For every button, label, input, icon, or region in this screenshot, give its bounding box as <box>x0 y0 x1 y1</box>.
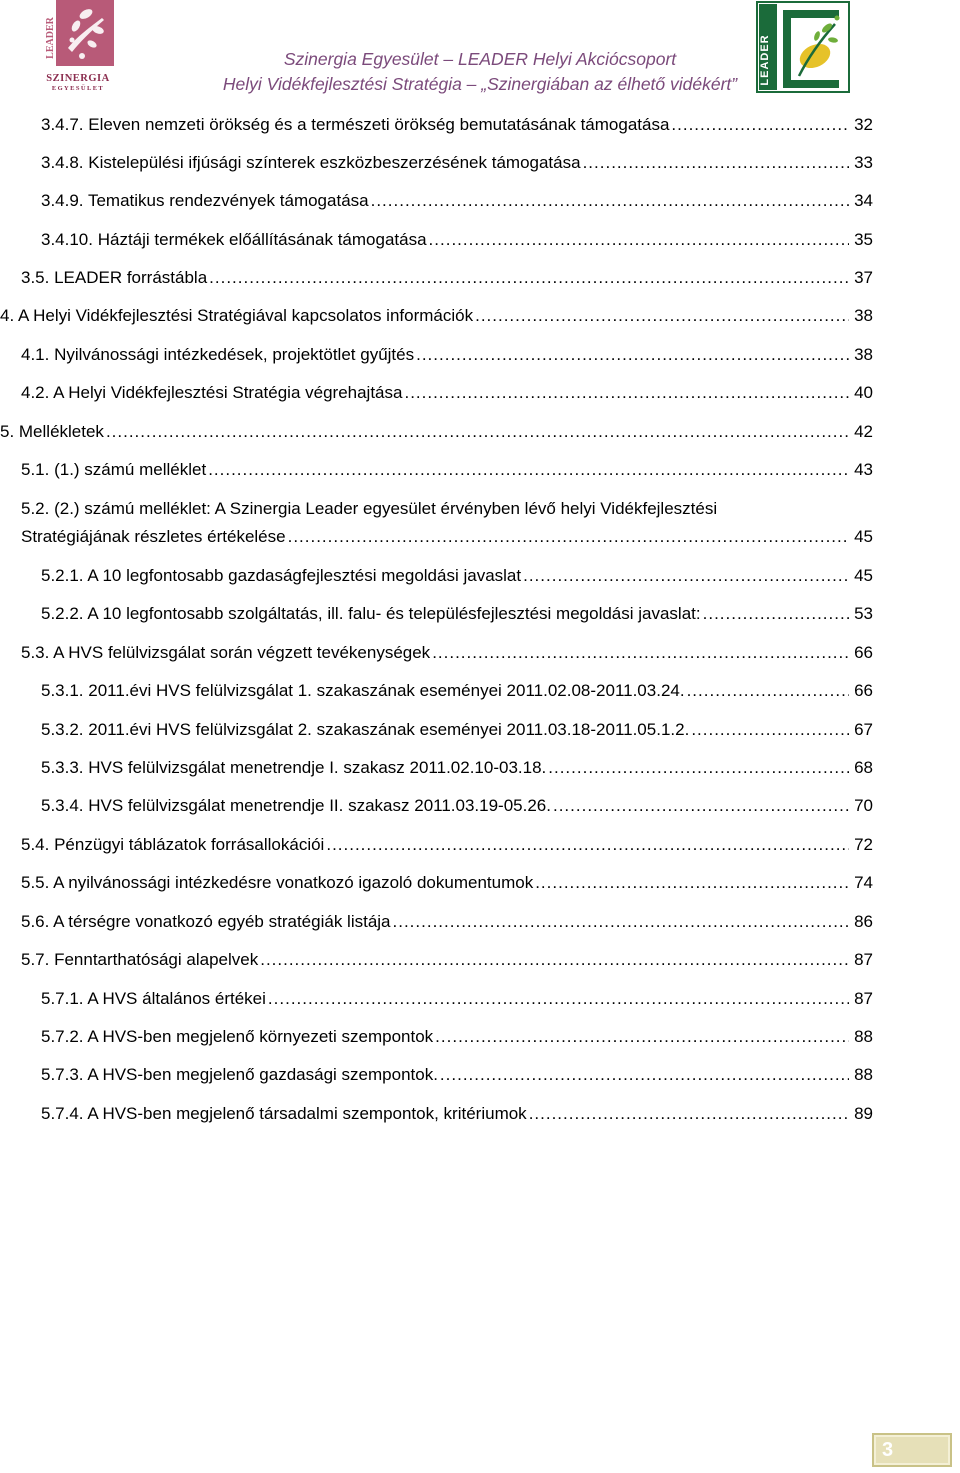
toc-entry-page: 38 <box>854 306 873 325</box>
toc-entry-title: 5.7. Fenntarthatósági alapelvek <box>21 950 259 969</box>
toc-entry-page: 72 <box>854 835 873 854</box>
header-line-2: Helyi Vidékfejlesztési Stratégia – „Szinergiában az élhető vidékért” <box>222 74 738 94</box>
toc-entry-page: 40 <box>854 383 873 402</box>
toc-entry-title: 5.3.2. 2011.évi HVS felülvizsgálat 2. szakaszának eseményei 2011.03.18-2011.05.1.2. <box>41 720 690 739</box>
toc-entry-title: 5.6. A térségre vonatkozó egyéb stratégiák listája <box>21 912 391 931</box>
toc-entry[interactable] <box>41 562 873 590</box>
toc-entry[interactable] <box>21 908 873 936</box>
toc-entry-page: 38 <box>854 345 873 364</box>
toc-entry-page: 66 <box>854 681 873 700</box>
toc-leader-dots <box>404 379 849 407</box>
toc-entry-page: 45 <box>854 566 873 585</box>
toc-entry[interactable] <box>21 869 873 897</box>
toc-entry-page: 68 <box>854 758 873 777</box>
toc-leader-dots <box>106 418 849 446</box>
toc-leader-dots <box>583 149 849 177</box>
page-number: 3 <box>872 1433 952 1467</box>
toc-entry-page: 67 <box>854 720 873 739</box>
toc-entry[interactable] <box>41 600 873 628</box>
toc-entry[interactable] <box>41 111 873 139</box>
toc-entry-page: 45 <box>854 527 873 546</box>
toc-entry[interactable] <box>41 716 873 744</box>
toc-leader-dots <box>209 264 849 292</box>
logo-left-word2: EGYESÜLET <box>51 85 105 92</box>
toc-leader-dots <box>703 600 849 628</box>
toc-entry-title: 3.4.8. Kistelepülési ifjúsági színterek eszközbeszerzésének támogatása <box>41 153 581 172</box>
toc-leader-dots <box>475 302 849 330</box>
toc-leader-dots <box>416 341 849 369</box>
toc-entry-title: 5.2.2. A 10 legfontosabb szolgáltatás, ill. falu- és településfejlesztési megoldási javaslat: <box>41 604 701 623</box>
toc-entry-page: 34 <box>854 191 873 210</box>
toc-entry-page: 33 <box>854 153 873 172</box>
toc-entry-title: 5.3.1. 2011.évi HVS felülvizsgálat 1. szakaszának eseményei 2011.02.08-2011.03.24. <box>41 681 685 700</box>
header-line-1: Szinergia Egyesület – LEADER Helyi Akciócsoport <box>283 49 677 69</box>
toc-leader-dots <box>326 831 849 859</box>
toc-entry[interactable] <box>21 264 873 292</box>
toc-entry[interactable] <box>41 226 873 254</box>
toc-leader-dots <box>432 639 849 667</box>
toc-entry-page: 66 <box>854 643 873 662</box>
toc-entry-page: 70 <box>854 796 873 815</box>
toc-leader-dots <box>687 677 849 705</box>
toc-entry[interactable] <box>21 831 873 859</box>
toc-entry-title: 5.1. (1.) számú melléklet <box>21 460 207 479</box>
toc-leader-dots <box>535 869 849 897</box>
toc-entry-page: 42 <box>854 422 873 441</box>
toc-entry-title: 5.2.1. A 10 legfontosabb gazdaságfejlesztési megoldási javaslat <box>41 566 522 585</box>
toc-entry[interactable] <box>41 1061 873 1089</box>
toc-leader-dots <box>553 792 849 820</box>
toc-entry-title: 3.4.9. Tematikus rendezvények támogatása <box>41 191 369 210</box>
toc-entry-title: 5.5. A nyilvánossági intézkedésre vonatkozó igazoló dokumentumok <box>21 873 534 892</box>
toc-entry-title: 5.3.3. HVS felülvizsgálat menetrendje I. szakasz 2011.02.10-03.18. <box>41 758 547 777</box>
toc-entry[interactable] <box>0 418 873 446</box>
toc-leader-dots <box>529 1100 849 1128</box>
toc-entry-title: 5.4. Pénzügyi táblázatok forrásallokációi <box>21 835 325 854</box>
toc-leader-dots <box>435 1023 849 1051</box>
toc-entry[interactable] <box>21 379 873 407</box>
toc-leader-dots <box>523 562 849 590</box>
toc-leader-dots <box>429 226 849 254</box>
toc-entry-title: 4. A Helyi Vidékfejlesztési Stratégiával kapcsolatos információk <box>0 306 474 325</box>
toc-leader-dots <box>208 456 849 484</box>
toc-entry-title: 4.1. Nyilvánossági intézkedések, projektötlet gyűjtés <box>21 345 415 364</box>
toc-entry-title: 5.3.4. HVS felülvizsgálat menetrendje II. szakasz 2011.03.19-05.26. <box>41 796 551 815</box>
toc-entry-page: 88 <box>854 1065 873 1084</box>
toc-entry-page: 89 <box>854 1104 873 1123</box>
toc-entry-page: 86 <box>854 912 873 931</box>
toc-entry-title: Stratégiájának részletes értékelése <box>21 527 286 546</box>
toc-leader-dots <box>260 946 849 974</box>
szinergia-egyesulet-logo <box>42 0 114 92</box>
toc-entry[interactable] <box>0 302 873 330</box>
toc-entry[interactable] <box>21 456 873 484</box>
toc-entry-page: 43 <box>854 460 873 479</box>
toc-entry-page: 53 <box>854 604 873 623</box>
toc-entry[interactable] <box>41 149 873 177</box>
logo-left-vertical-text: LEADER <box>45 17 56 59</box>
toc-entry[interactable] <box>41 677 873 705</box>
toc-entry-title: 5. Mellékletek <box>0 422 104 441</box>
toc-entry[interactable] <box>41 187 873 215</box>
toc-entry-title: 3.4.7. Eleven nemzeti örökség és a természeti örökség bemutatásának támogatása <box>41 115 670 134</box>
toc-leader-dots <box>371 187 849 215</box>
toc-entry-page: 88 <box>854 1027 873 1046</box>
toc-entry-title: 5.7.3. A HVS-ben megjelenő gazdasági szempontok. <box>41 1065 438 1084</box>
toc-entry-page: 87 <box>854 989 873 1008</box>
toc-leader-dots <box>440 1061 849 1089</box>
toc-entry[interactable] <box>21 639 873 667</box>
toc-entry-title-line-1: 5.2. (2.) számú melléklet: A Szinergia Leader egyesület érvényben lévő helyi Vidékfejlesztési <box>21 499 718 518</box>
toc-entry[interactable] <box>21 946 873 974</box>
toc-entry-title: 3.4.10. Háztáji termékek előállításának támogatása <box>41 230 427 249</box>
toc-entry[interactable] <box>41 1100 873 1128</box>
toc-entry-page: 87 <box>854 950 873 969</box>
logo-left-word1: SZINERGIA <box>46 73 110 84</box>
toc-entry-title: 5.7.2. A HVS-ben megjelenő környezeti szempontok <box>41 1027 434 1046</box>
toc-leader-dots <box>393 908 849 936</box>
toc-leader-dots <box>691 716 849 744</box>
toc-entry-page: 32 <box>854 115 873 134</box>
toc-leader-dots <box>671 111 849 139</box>
toc-entry-page: 35 <box>854 230 873 249</box>
toc-entry-title: 5.3. A HVS felülvizsgálat során végzett tevékenységek <box>21 643 431 662</box>
toc-leader-dots <box>288 523 849 551</box>
toc-entry[interactable] <box>21 341 873 369</box>
page-header <box>0 0 960 100</box>
toc-entry-page: 37 <box>854 268 873 287</box>
toc-leader-dots <box>268 985 849 1013</box>
toc-entry-title: 5.7.4. A HVS-ben megjelenő társadalmi szempontok, kritériumok <box>41 1104 527 1123</box>
header-title <box>120 47 840 97</box>
leader-logo <box>755 0 851 94</box>
toc-leader-dots <box>548 754 849 782</box>
toc-entry[interactable] <box>41 985 873 1013</box>
toc-entry[interactable] <box>21 495 873 551</box>
toc-entry[interactable] <box>41 792 873 820</box>
toc-entry-title: 4.2. A Helyi Vidékfejlesztési Stratégia végrehajtása <box>21 383 403 402</box>
logo-right-vertical-text: LEADER <box>759 34 771 86</box>
toc-entry[interactable] <box>41 1023 873 1051</box>
toc-entry[interactable] <box>41 754 873 782</box>
toc-entry-title: 5.7.1. A HVS általános értékei <box>41 989 266 1008</box>
toc-entry-page: 74 <box>854 873 873 892</box>
toc-entry-title: 3.5. LEADER forrástábla <box>21 268 208 287</box>
